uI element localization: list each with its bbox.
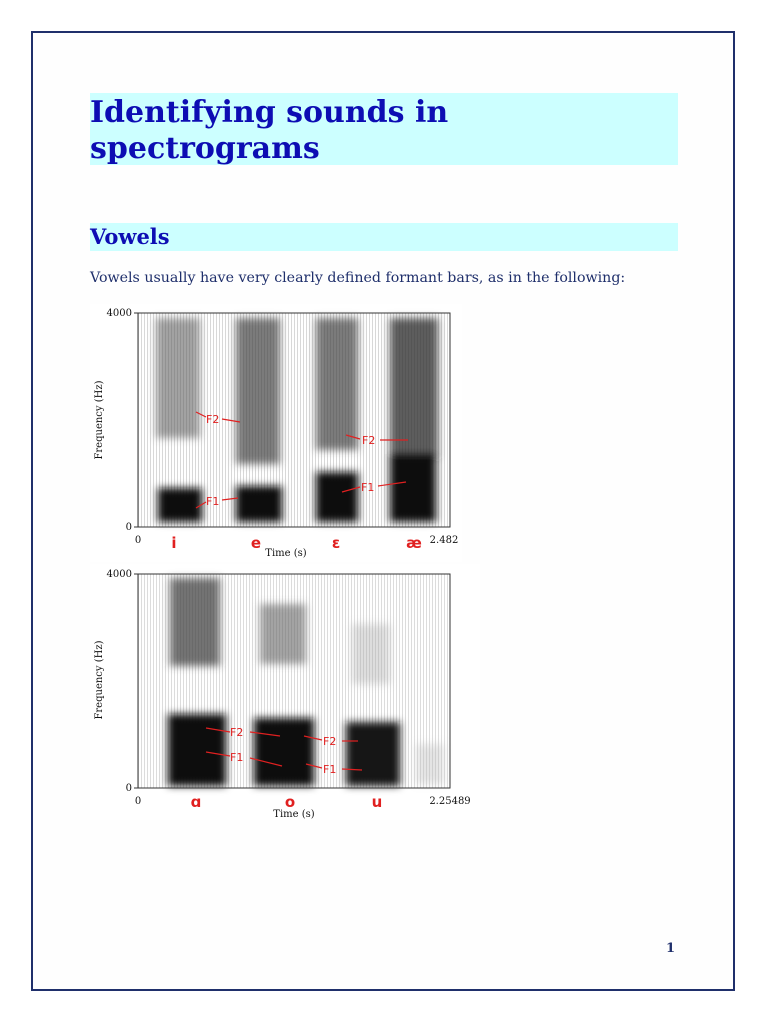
- y-tick-max: 4000: [106, 308, 132, 319]
- x-axis-label: Time (s): [273, 809, 315, 820]
- y-axis-label: Frequency (Hz): [94, 380, 105, 460]
- formant-label-f1: F1: [361, 481, 375, 494]
- vowel-label: ɛ: [331, 534, 341, 552]
- vowel-label: i: [171, 534, 177, 552]
- x-tick-max: 2.482: [429, 535, 459, 546]
- title-banner: [90, 93, 678, 165]
- formant-label-f2: F2: [206, 413, 220, 426]
- y-tick-max: 4000: [106, 569, 132, 580]
- formant-label-f1: F1: [206, 495, 220, 508]
- formant-label-f2: F2: [323, 735, 337, 748]
- x-tick-min: 0: [134, 535, 142, 546]
- x-tick-max: 2.25489: [429, 796, 471, 807]
- spectrogram-figure-1: [90, 304, 462, 562]
- formant-label-f1: F1: [323, 763, 337, 776]
- vowel-label: e: [250, 534, 262, 552]
- vowel-label: æ: [406, 534, 422, 552]
- formant-label-f1: F1: [230, 751, 244, 764]
- x-axis-label: Time (s): [265, 548, 307, 559]
- vowel-label: ɑ: [190, 793, 202, 811]
- section-banner: [90, 223, 678, 251]
- vowel-label: u: [371, 793, 383, 811]
- y-axis-label: Frequency (Hz): [94, 640, 105, 720]
- intro-paragraph: Vowels usually have very clearly defined formant bars, as in the following:: [90, 270, 626, 286]
- y-tick-min: 0: [125, 522, 132, 533]
- section-heading: Vowels: [90, 224, 170, 249]
- vowel-label: o: [284, 793, 296, 811]
- formant-label-f2: F2: [230, 726, 244, 739]
- x-tick-min: 0: [134, 796, 142, 807]
- page-number: 1: [666, 941, 676, 956]
- formant-label-f2: F2: [362, 434, 376, 447]
- spectrogram-figure-2: [90, 564, 480, 820]
- page-title: Identifying sounds in spectrograms: [90, 95, 449, 166]
- y-tick-min: 0: [125, 783, 132, 794]
